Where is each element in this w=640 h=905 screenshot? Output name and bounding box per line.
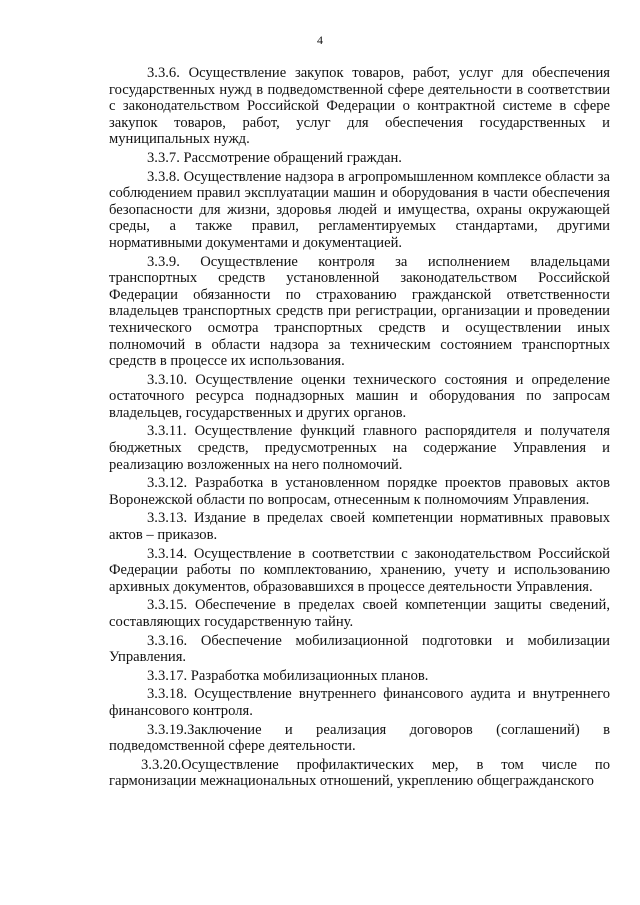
paragraph-3-3-15: 3.3.15. Обеспечение в пределах своей компетенции защиты сведений, составляющих государственную тайну. xyxy=(109,597,610,630)
paragraph-3-3-11: 3.3.11. Осуществление функций главного распорядителя и получателя бюджетных средств, предусмотренных на содержание Управления и реализацию возложенных на него полномочий. xyxy=(109,423,610,473)
paragraph-3-3-12: 3.3.12. Разработка в установленном порядке проектов правовых актов Воронежской области по вопросам, отнесенным к полномочиям Управления. xyxy=(109,475,610,508)
document-body xyxy=(109,65,610,790)
paragraph-3-3-6: 3.3.6. Осуществление закупок товаров, работ, услуг для обеспечения государственных нужд в подведомственной сфере деятельности в соответствии с законодательством Российской Федерации о контрактной системе в сфере закупок товаров, работ, услуг для обеспечения государственных и муниципальных нужд. xyxy=(109,65,610,148)
paragraph-3-3-16: 3.3.16. Обеспечение мобилизационной подготовки и мобилизации Управления. xyxy=(109,632,610,666)
paragraph-3-3-7: 3.3.7. Рассмотрение обращений граждан. xyxy=(147,149,402,166)
paragraph-3-3-18: 3.3.18. Осуществление внутреннего финансового аудита и внутреннего финансового контроля. xyxy=(109,686,610,719)
page-number: 4 xyxy=(317,33,323,47)
paragraph-3-3-10: 3.3.10. Осуществление оценки технического состояния и определение остаточного ресурса поднадзорных машин и оборудования по запросам владельцев, государственных и других органов. xyxy=(109,371,610,421)
paragraph-3-3-17: 3.3.17. Разработка мобилизационных планов. xyxy=(147,667,429,684)
paragraph-3-3-13: 3.3.13. Издание в пределах своей компетенции нормативных правовых актов – приказов. xyxy=(109,510,610,544)
paragraph-3-3-19: 3.3.19.Заключение и реализация договоров (соглашений) в подведомственной сфере деятельности. xyxy=(109,721,610,755)
paragraph-3-3-9: 3.3.9. Осуществление контроля за исполнением владельцами транспортных средств установленной законодательством Российской Федерации обязанности по страхованию гражданской ответственности владельцев транспортных средств при регистрации, организации и проведении технического осмотра транспортных средств и осуществлении иных полномочий в области надзора за техническим состоянием транспортных средств в процессе их использования. xyxy=(109,253,610,370)
paragraph-3-3-8: 3.3.8. Осуществление надзора в агропромышленном комплексе области за соблюдением правил эксплуатации машин и оборудования в части обеспечения безопасности для жизни, здоровья людей и имущества, охраны окружающей среды, а также правил, регламентируемых стандартами, другими нормативными документами и документацией. xyxy=(109,168,610,251)
paragraph-3-3-20: 3.3.20.Осуществление профилактических мер, в том числе по гармонизации межнациональных отношений, укреплению общегражданского xyxy=(109,756,610,790)
paragraph-3-3-14: 3.3.14. Осуществление в соответствии с законодательством Российской Федерации работы по комплектованию, хранению, учету и использованию архивных документов, образовавшихся в процессе деятельности Управления. xyxy=(109,545,610,595)
